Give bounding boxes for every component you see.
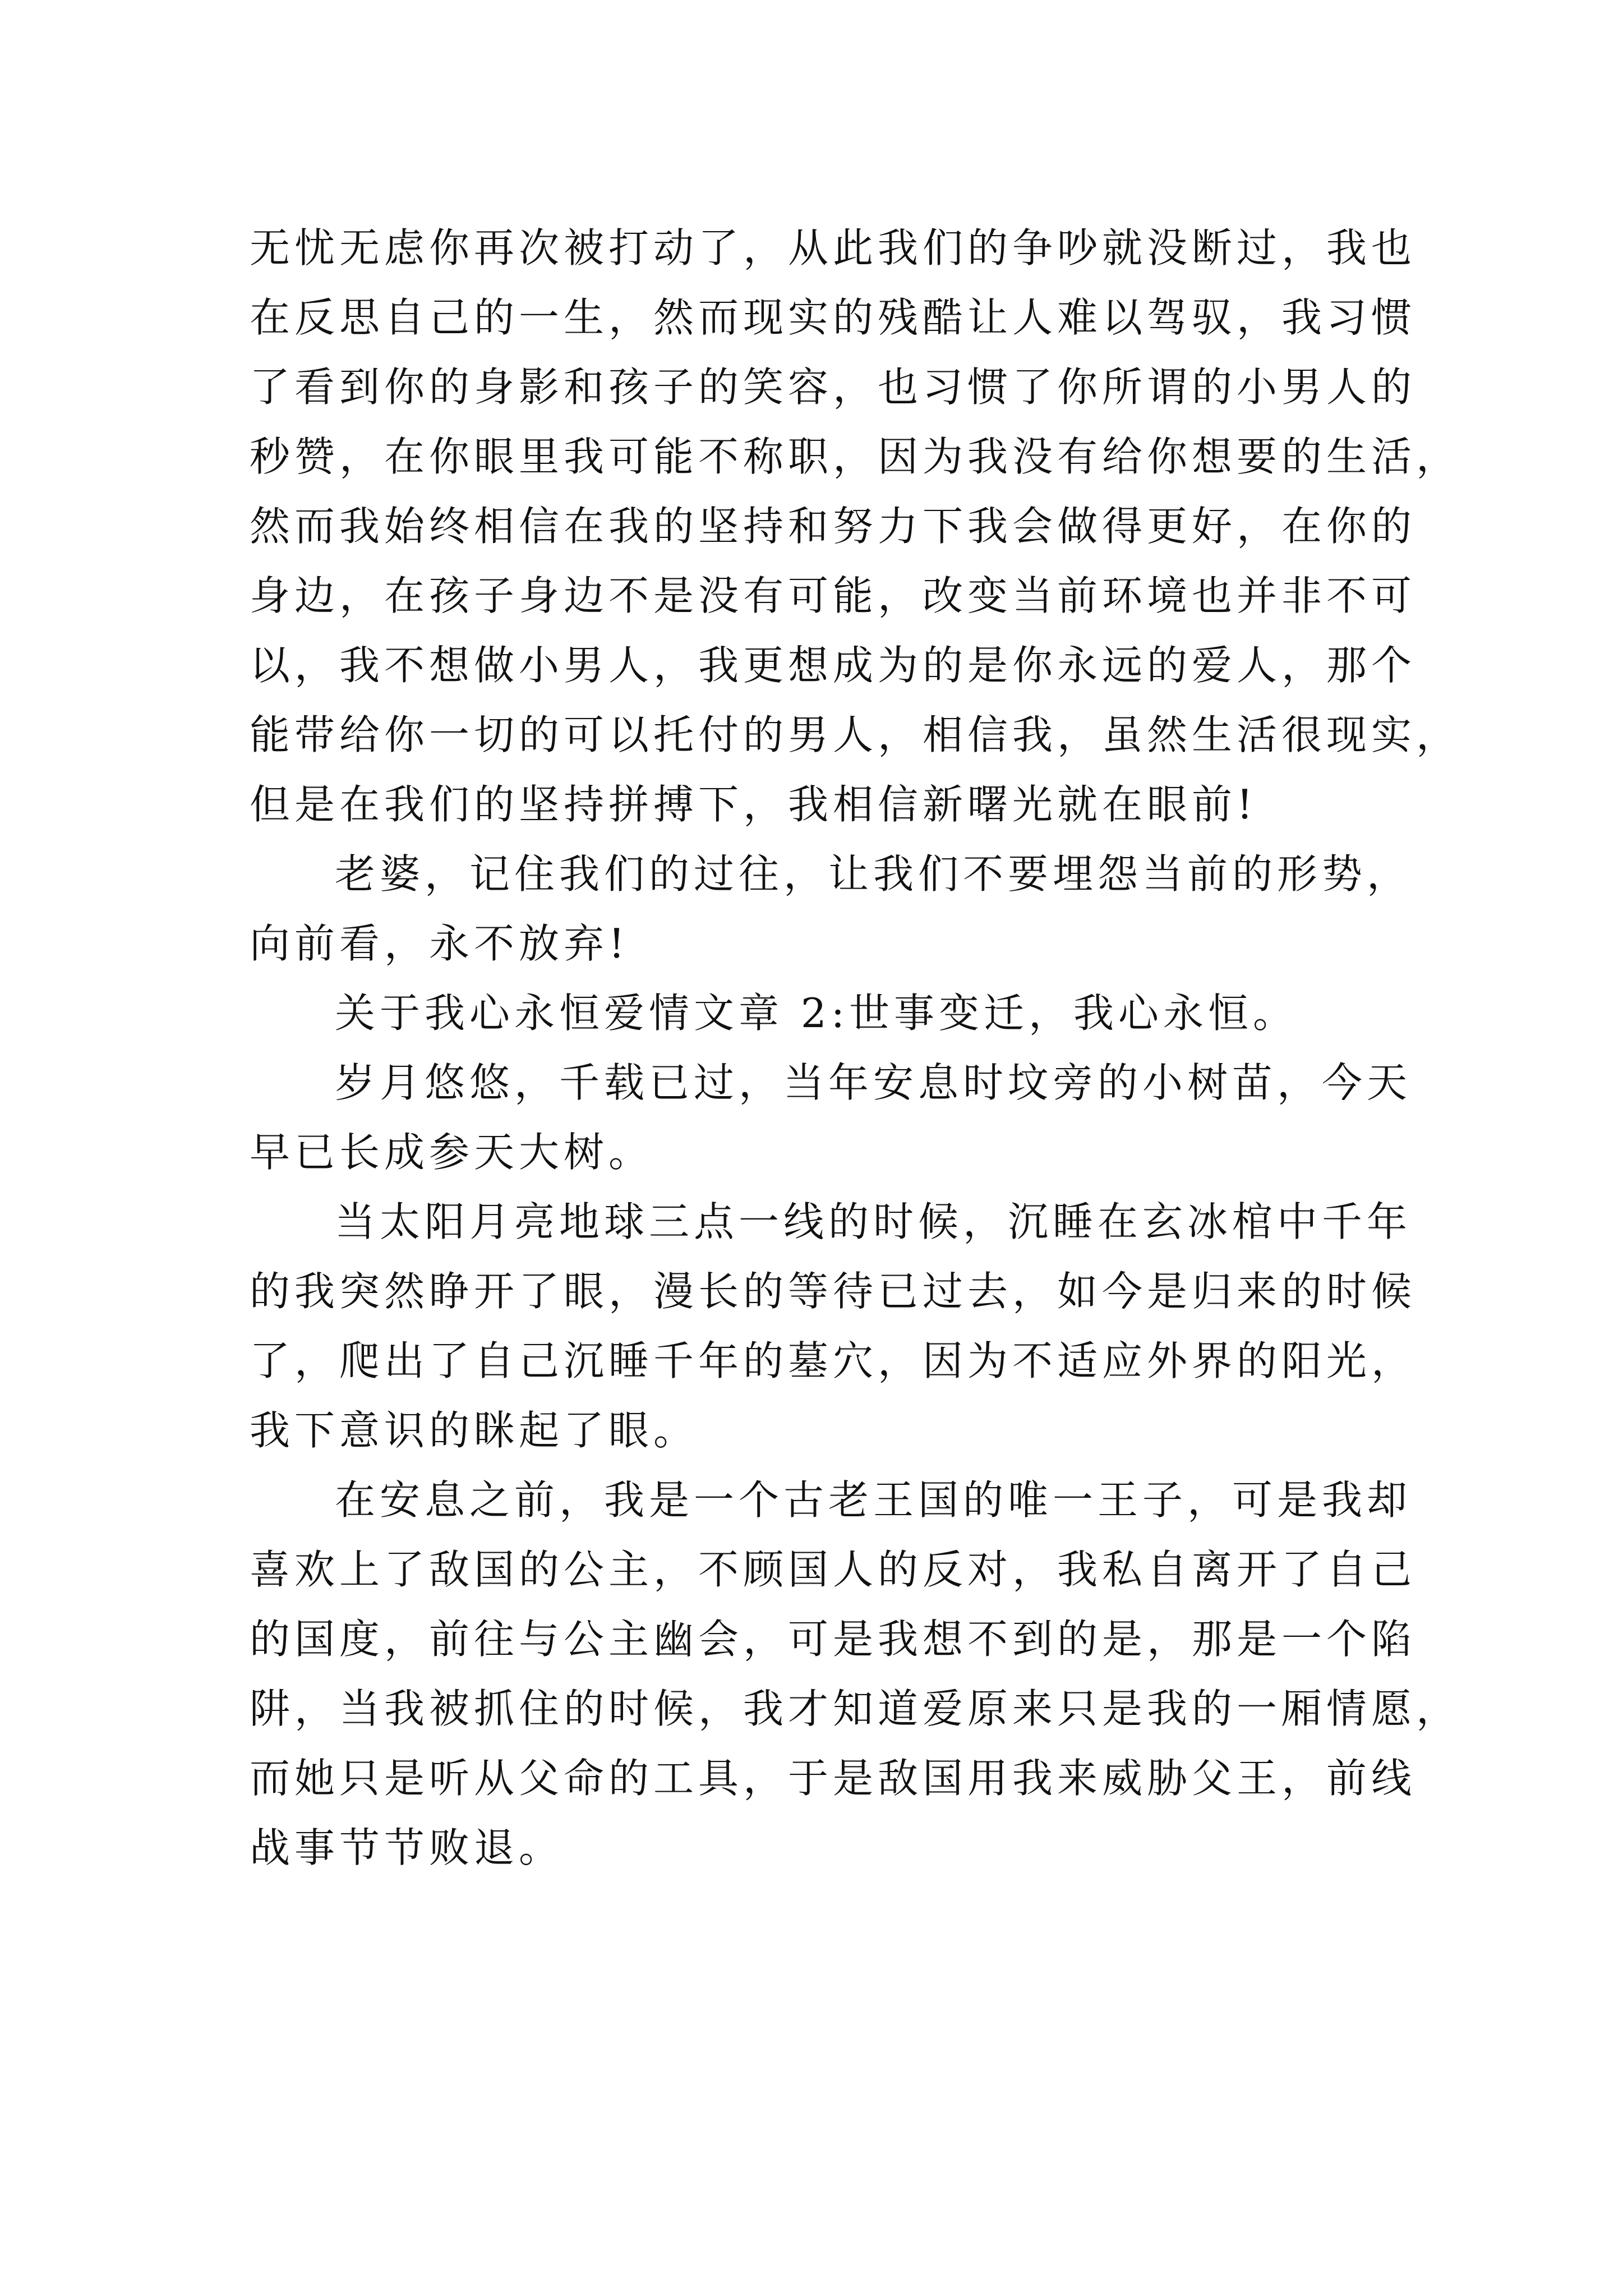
text-line: 战事节节败退。 [250,1824,564,1871]
text-line: 了看到你的身影和孩子的笑容，也习惯了你所谓的小男人的 [250,364,1417,411]
text-line: 无忧无虑你再次被打动了，从此我们的争吵就没断过，我也 [250,224,1417,272]
text-line: 身边，在孩子身边不是没有可能，改变当前环境也并非不可 [250,572,1417,619]
text-line: 了，爬出了自己沉睡千年的墓穴，因为不适应外界的阳光， [250,1337,1417,1384]
text-line: 以，我不想做小男人，我更想成为的是你永远的爱人，那个 [250,642,1417,689]
section-heading: 关于我心永恒爱情文章 2:世事变迁，我心永恒。 [335,990,1298,1037]
text-line: 的我突然睁开了眼，漫长的等待已过去，如今是归来的时候 [250,1268,1417,1315]
text-line: 喜欢上了敌国的公主，不顾国人的反对，我私自离开了自己 [250,1546,1417,1593]
text-line: 当太阳月亮地球三点一线的时候，沉睡在玄冰棺中千年 [335,1198,1412,1245]
text-line: 秒赞，在你眼里我可能不称职，因为我没有给你想要的生活， [250,433,1461,480]
text-line: 向前看，永不放弃! [250,920,629,967]
text-line: 老婆，记住我们的过往，让我们不要埋怨当前的形势， [335,850,1412,898]
text-line: 岁月悠悠，千载已过，当年安息时坟旁的小树苗，今天 [335,1059,1412,1106]
text-line: 我下意识的眯起了眼。 [250,1407,699,1454]
text-line: 但是在我们的坚持拼搏下，我相信新曙光就在眼前! [250,781,1257,828]
text-line: 能带给你一切的可以托付的男人，相信我，虽然生活很现实， [250,711,1461,758]
body-text [250,213,1461,1883]
text-line: 早已长成参天大树。 [250,1129,654,1176]
text-line: 在安息之前，我是一个古老王国的唯一王子，可是我却 [335,1476,1412,1524]
text-line: 阱，当我被抓住的时候，我才知道爱原来只是我的一厢情愿， [250,1685,1461,1732]
text-line: 的国度，前往与公主幽会，可是我想不到的是，那是一个陷 [250,1616,1417,1663]
text-line: 然而我始终相信在我的坚持和努力下我会做得更好，在你的 [250,503,1417,550]
text-line: 在反思自己的一生，然而现实的残酷让人难以驾驭，我习惯 [250,294,1417,341]
text-line: 而她只是听从父命的工具，于是敌国用我来威胁父王，前线 [250,1755,1417,1802]
